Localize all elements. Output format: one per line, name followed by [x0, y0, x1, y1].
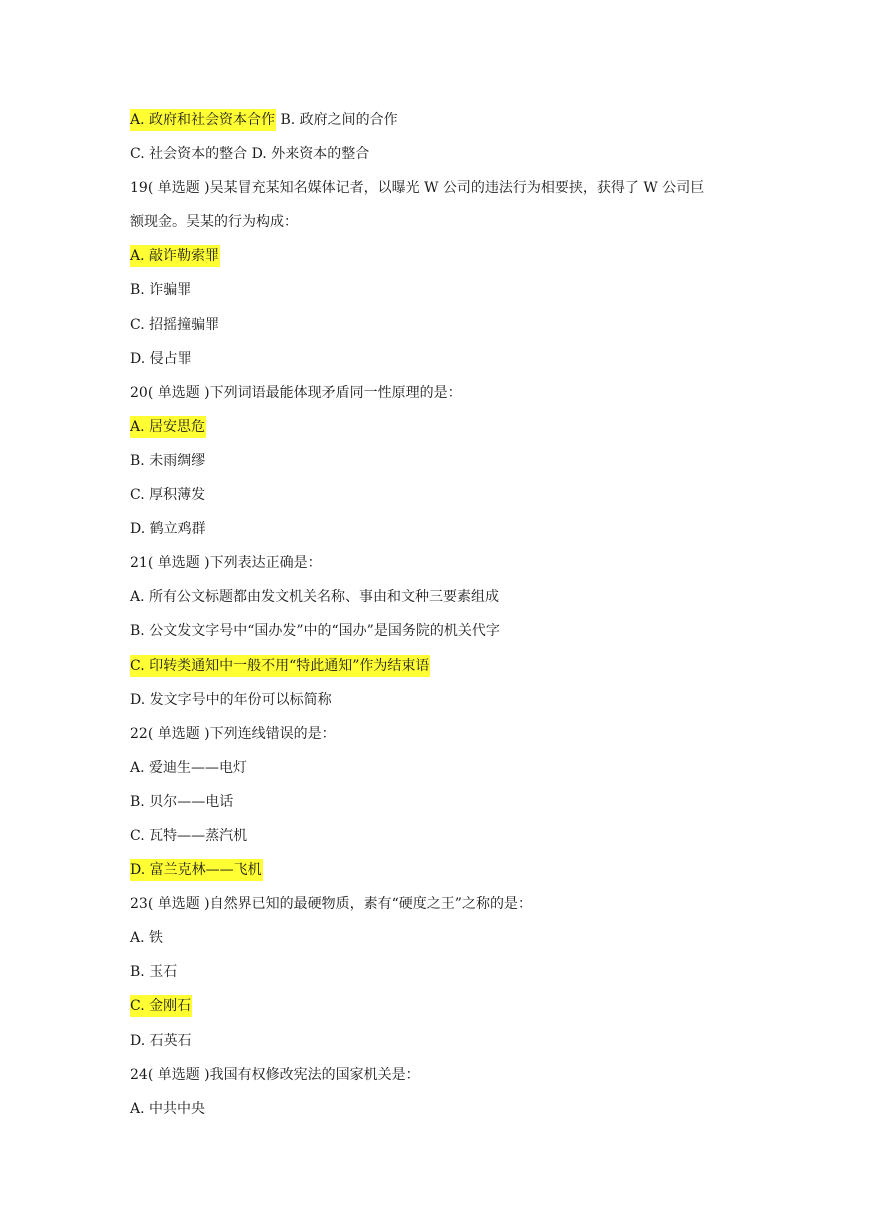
- text-line: [130, 683, 770, 717]
- text-segment: C. 瓦特——蒸汽机: [130, 827, 248, 844]
- text-segment: D. 侵占罪: [130, 350, 192, 367]
- text-segment: C. 招摇撞骗罪: [130, 316, 220, 333]
- highlighted-answer: A. 敲诈勒索罪: [130, 245, 220, 267]
- text-line: [130, 546, 770, 580]
- text-line: [130, 171, 770, 205]
- document-page: [130, 103, 770, 1126]
- text-line: [130, 308, 770, 342]
- text-segment: B. 诈骗罪: [130, 282, 192, 299]
- text-line: [130, 410, 770, 444]
- highlighted-answer: A. 居安思危: [130, 416, 206, 438]
- text-segment: 19( 单选题 )吴某冒充某知名媒体记者，以曝光 W 公司的违法行为相要挟，获得了 W 公司巨: [130, 180, 705, 197]
- text-line: [130, 819, 770, 853]
- text-line: [130, 1058, 770, 1092]
- highlighted-answer: C. 印转类通知中一般不用“特此通知”作为结束语: [130, 655, 430, 677]
- text-segment: 24( 单选题 )我国有权修改宪法的国家机关是：: [130, 1066, 420, 1083]
- text-segment: D. 石英石: [130, 1032, 192, 1049]
- text-line: [130, 103, 770, 137]
- text-line: [130, 342, 770, 376]
- text-segment: B. 玉石: [130, 964, 178, 981]
- text-line: [130, 614, 770, 648]
- text-line: [130, 921, 770, 955]
- text-segment: B. 政府之间的合作: [276, 112, 398, 128]
- text-segment: 20( 单选题 )下列词语最能体现矛盾同一性原理的是：: [130, 384, 462, 401]
- highlighted-answer: D. 富兰克林——飞机: [130, 859, 263, 881]
- text-line: [130, 1024, 770, 1058]
- text-segment: A. 铁: [130, 930, 164, 947]
- text-line: [130, 853, 770, 887]
- text-line: [130, 273, 770, 307]
- text-segment: A. 爱迪生——电灯: [130, 759, 248, 776]
- text-line: [130, 989, 770, 1023]
- text-line: [130, 478, 770, 512]
- text-line: [130, 205, 770, 239]
- text-segment: 额现金。吴某的行为构成：: [130, 214, 298, 231]
- text-segment: 22( 单选题 )下列连线错误的是：: [130, 725, 336, 742]
- text-line: [130, 512, 770, 546]
- text-line: [130, 137, 770, 171]
- text-segment: B. 贝尔——电话: [130, 793, 234, 810]
- text-line: [130, 444, 770, 478]
- text-segment: B. 未雨绸缪: [130, 452, 206, 469]
- text-line: [130, 376, 770, 410]
- highlighted-answer: C. 金刚石: [130, 995, 192, 1017]
- highlighted-answer: A. 政府和社会资本合作: [130, 109, 276, 131]
- text-segment: C. 厚积薄发: [130, 487, 206, 504]
- text-line: [130, 239, 770, 273]
- text-line: [130, 887, 770, 921]
- text-segment: D. 鹤立鸡群: [130, 521, 206, 538]
- text-line: [130, 580, 770, 614]
- text-segment: A. 所有公文标题都由发文机关名称、事由和文种三要素组成: [130, 589, 500, 606]
- text-line: [130, 649, 770, 683]
- text-segment: C. 社会资本的整合 D. 外来资本的整合: [130, 146, 370, 163]
- text-line: [130, 785, 770, 819]
- text-line: [130, 1092, 770, 1126]
- text-line: [130, 955, 770, 989]
- text-line: [130, 717, 770, 751]
- text-segment: 23( 单选题 )自然界已知的最硬物质，素有“硬度之王”之称的是：: [130, 896, 532, 913]
- text-line: [130, 751, 770, 785]
- text-segment: A. 中共中央: [130, 1100, 206, 1117]
- text-segment: B. 公文发文字号中“国办发”中的“国办”是国务院的机关代字: [130, 623, 500, 640]
- text-segment: D. 发文字号中的年份可以标简称: [130, 691, 332, 708]
- text-segment: 21( 单选题 )下列表达正确是：: [130, 555, 322, 572]
